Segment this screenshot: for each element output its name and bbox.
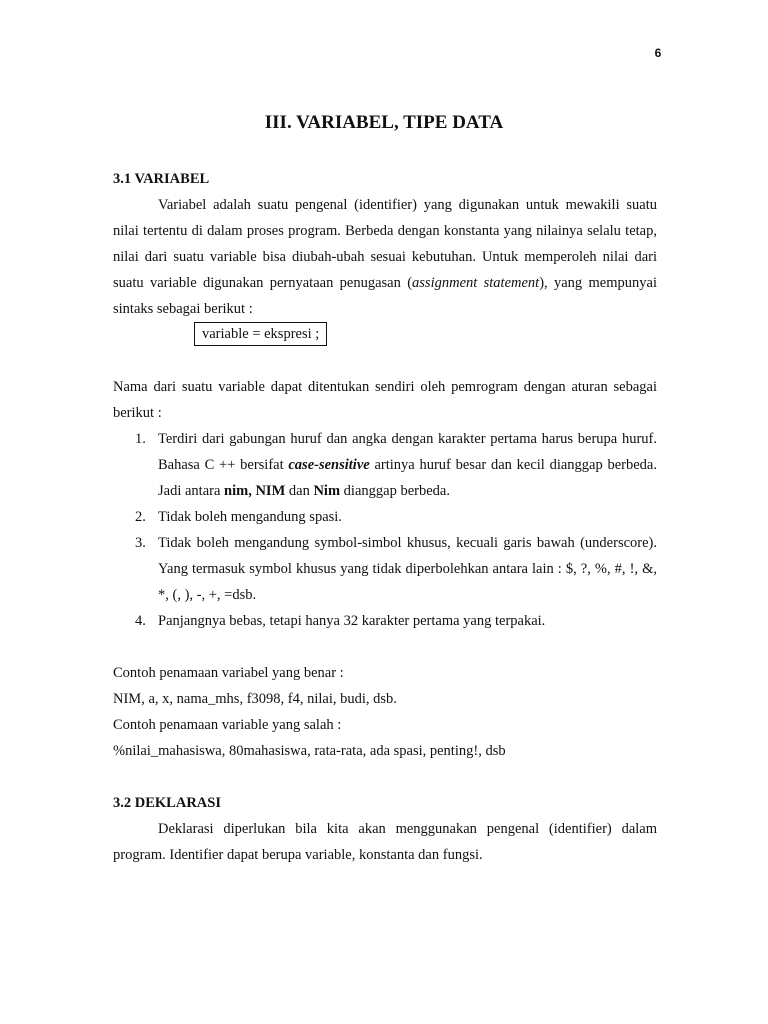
rule-text: Terdiri dari gabungan huruf dan angka dengan karakter pertama harus berupa huruf. Bahasa C ++ bersifat	[158, 431, 657, 473]
rule-text: artinya huruf besar dan kecil dianggap berbeda. Jadi antara	[158, 457, 657, 499]
invalid-names-label: Contoh penamaan variable yang salah :	[113, 717, 342, 733]
intro-text-part-1: Variabel adalah suatu pengenal (identifier) yang digunakan untuk mewakili suatu nilai tertentu di dalam proses program. Berbeda dengan konstanta yang nilainya selalu tetap, nilai dari suatu variable bisa diubah-ubah sesuai kebutuhan. Untuk memperoleh nilai dari suatu variable digunakan pernyataan penugasan (	[113, 197, 657, 291]
rule-item	[113, 530, 657, 608]
syntax-row	[113, 322, 657, 348]
invalid-names-examples: %nilai_mahasiswa, 80mahasiswa, rata-rata, ada spasi, penting!, dsb	[113, 743, 506, 759]
spacer	[113, 764, 657, 790]
rule-bold-term: nim, NIM	[224, 483, 286, 499]
rule-text: Panjangnya bebas, tetapi hanya 32 karakter pertama yang terpakai.	[158, 613, 546, 629]
rule-number: 2.	[135, 509, 146, 525]
rule-number: 3.	[135, 535, 146, 551]
variabel-intro-paragraph	[113, 192, 657, 322]
section-heading-deklarasi: 3.2 DEKLARASI	[113, 795, 221, 811]
rule-item	[113, 608, 657, 634]
rule-item	[113, 504, 657, 530]
spacer	[113, 348, 657, 374]
rule-text: Tidak boleh mengandung symbol-simbol khusus, kecuali garis bawah (underscore). Yang termasuk symbol khusus yang tidak diperbolehkan antara lain : $, ?, %, #, !, &, *, (, ), -, +, =dsb.	[158, 535, 657, 603]
section-heading-variabel: 3.1 VARIABEL	[113, 171, 210, 187]
chapter-title: III. VARIABEL, TIPE DATA	[264, 112, 504, 133]
intro-text-part-2: ), yang mempunyai sintaks sebagai berikut :	[113, 275, 657, 317]
rule-text: Tidak boleh mengandung spasi.	[158, 509, 342, 525]
valid-names-label: Contoh penamaan variabel yang benar :	[113, 665, 344, 681]
rule-text: dan	[285, 483, 314, 499]
rule-text: dianggap berbeda.	[340, 483, 450, 499]
rule-number: 4.	[135, 613, 146, 629]
rule-emphasis: case-sensitive	[288, 457, 370, 473]
naming-rules-list	[113, 426, 657, 634]
intro-italic-term: assignment statement	[412, 275, 540, 291]
naming-rules-intro: Nama dari suatu variable dapat ditentukan sendiri oleh pemrogram dengan aturan sebagai berikut :	[113, 379, 657, 421]
page-number: 6	[654, 46, 662, 60]
syntax-box: variable = ekspresi ;	[194, 322, 327, 346]
rule-number: 1.	[135, 431, 146, 447]
page-content	[113, 166, 657, 868]
spacer	[113, 634, 657, 660]
deklarasi-paragraph: Deklarasi diperlukan bila kita akan menggunakan pengenal (identifier) dalam program. Identifier dapat berupa variable, konstanta dan fungsi.	[113, 821, 657, 863]
rule-bold-term: Nim	[313, 483, 341, 499]
valid-names-examples: NIM, a, x, nama_mhs, f3098, f4, nilai, budi, dsb.	[113, 691, 397, 707]
rule-item	[113, 426, 657, 504]
